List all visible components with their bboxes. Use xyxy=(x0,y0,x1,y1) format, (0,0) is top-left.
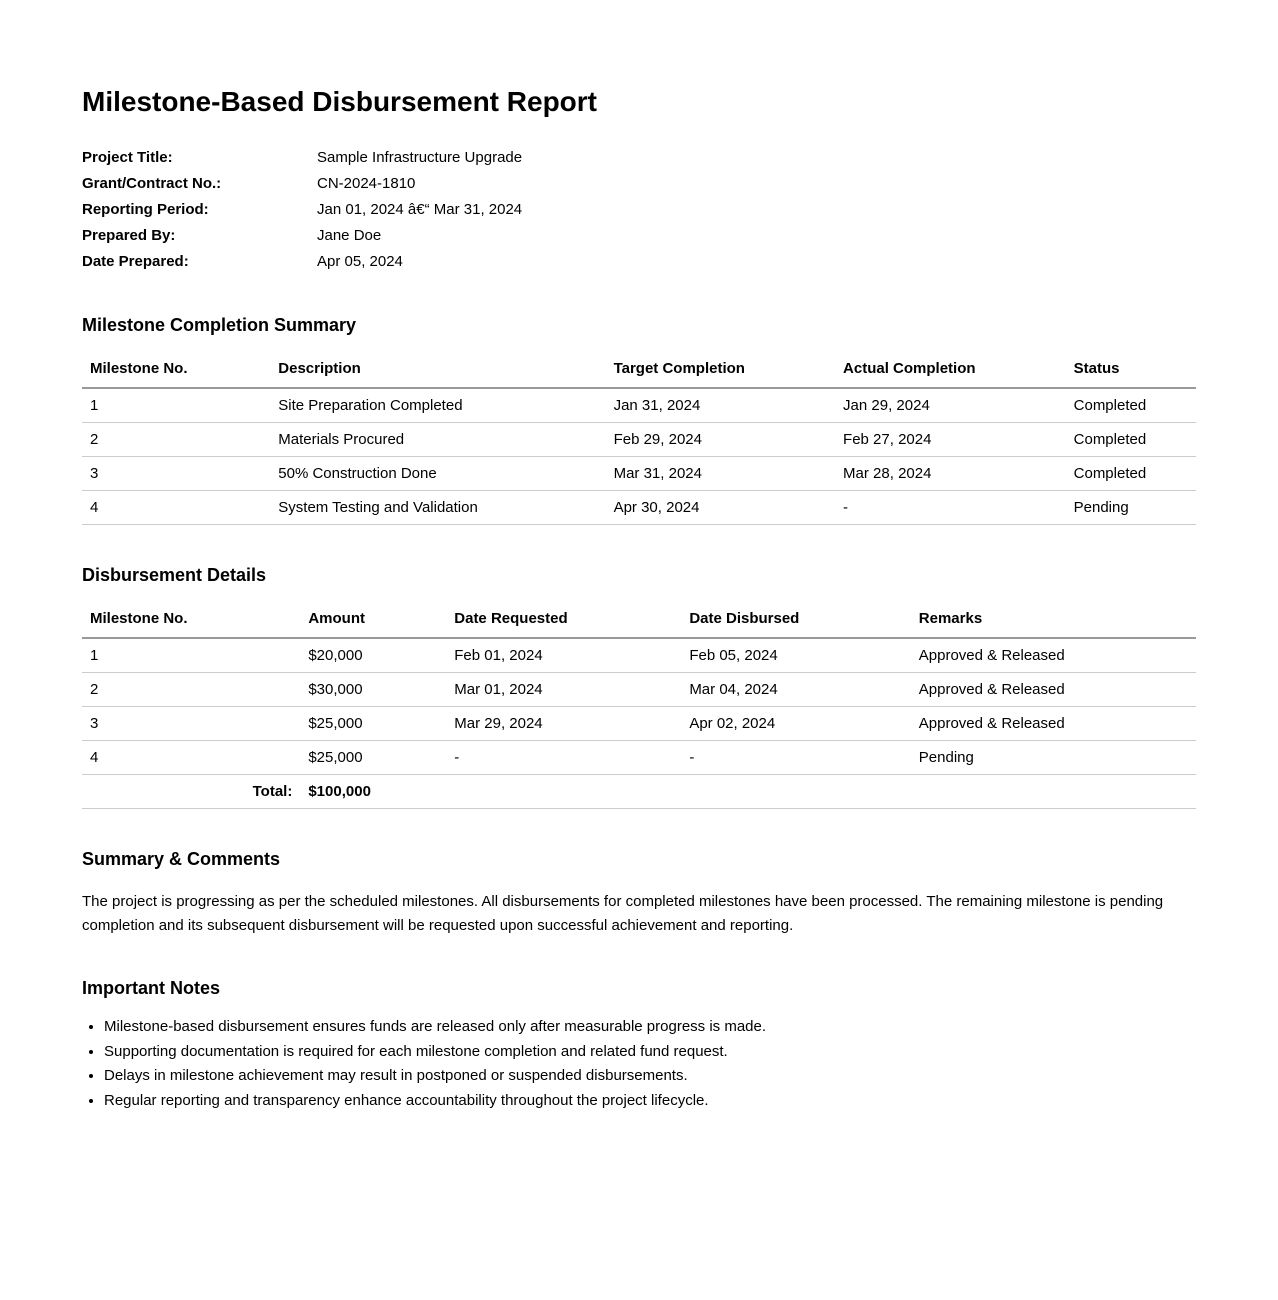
metadata-row xyxy=(82,223,1196,249)
milestone-summary-table xyxy=(82,352,1196,525)
table-cell: Approved & Released xyxy=(911,673,1196,707)
metadata-value: Jan 01, 2024 â€“ Mar 31, 2024 xyxy=(317,201,523,219)
column-header: Milestone No. xyxy=(82,352,270,388)
table-cell: 3 xyxy=(82,707,300,741)
table-cell: Mar 28, 2024 xyxy=(835,457,1066,491)
table-cell xyxy=(446,775,681,809)
table-row xyxy=(82,638,1196,673)
table-cell: Mar 04, 2024 xyxy=(681,673,910,707)
table-cell: 3 xyxy=(82,457,270,491)
table-cell: Materials Procured xyxy=(270,423,605,457)
table-cell: Pending xyxy=(911,741,1196,775)
table-row xyxy=(82,707,1196,741)
section-heading-summary-comments: Summary & Comments xyxy=(82,849,281,870)
column-header: Date Requested xyxy=(446,602,681,638)
table-cell: Apr 02, 2024 xyxy=(681,707,910,741)
metadata-label: Date Prepared: xyxy=(82,253,189,271)
table-cell: $30,000 xyxy=(300,673,446,707)
table-cell: 50% Construction Done xyxy=(270,457,605,491)
table-cell: Completed xyxy=(1066,388,1196,423)
total-row xyxy=(82,775,1196,809)
metadata-value: Apr 05, 2024 xyxy=(317,253,403,271)
table-cell xyxy=(681,775,910,809)
table-cell: Approved & Released xyxy=(911,638,1196,673)
table-cell: Feb 01, 2024 xyxy=(446,638,681,673)
table-cell: System Testing and Validation xyxy=(270,491,605,525)
table-row xyxy=(82,491,1196,525)
page-title: Milestone-Based Disbursement Report xyxy=(82,86,597,117)
table-cell: 1 xyxy=(82,638,300,673)
disbursement-details-table xyxy=(82,602,1196,809)
metadata-label: Prepared By: xyxy=(82,227,176,245)
table-row xyxy=(82,423,1196,457)
table-cell xyxy=(911,775,1196,809)
metadata-value: Sample Infrastructure Upgrade xyxy=(317,149,523,167)
table-cell: Feb 27, 2024 xyxy=(835,423,1066,457)
section-heading-important-notes: Important Notes xyxy=(82,978,221,999)
column-header: Amount xyxy=(300,602,446,638)
table-row xyxy=(82,673,1196,707)
column-header: Status xyxy=(1066,352,1196,388)
table-cell: Mar 31, 2024 xyxy=(606,457,835,491)
table-cell: - xyxy=(446,741,681,775)
notes-list xyxy=(82,1015,1196,1113)
metadata-row xyxy=(82,171,1196,197)
table-cell: Mar 01, 2024 xyxy=(446,673,681,707)
summary-paragraph: The project is progressing as per the scheduled milestones. All disbursements for completed milestones have been processed. The remaining milestone is pending completion and its subsequent disbursement will be requested upon successful achievement and reporting. xyxy=(82,893,1164,935)
table-cell: Jan 31, 2024 xyxy=(606,388,835,423)
metadata-section xyxy=(82,145,1196,275)
table-cell: Pending xyxy=(1066,491,1196,525)
note-item: • Milestone-based disbursement ensures funds are released only after measurable progress is made. xyxy=(104,1015,1196,1040)
note-item: • Supporting documentation is required for each milestone completion and related fund request. xyxy=(104,1040,1196,1065)
total-label: Total: xyxy=(82,775,300,809)
metadata-row xyxy=(82,197,1196,223)
note-item: • Regular reporting and transparency enhance accountability throughout the project lifecycle. xyxy=(104,1089,1196,1114)
table-cell: 1 xyxy=(82,388,270,423)
metadata-value: Jane Doe xyxy=(317,227,382,245)
table-cell: 2 xyxy=(82,673,300,707)
table-cell: - xyxy=(681,741,910,775)
column-header: Date Disbursed xyxy=(681,602,910,638)
table-cell: Apr 30, 2024 xyxy=(606,491,835,525)
metadata-label: Reporting Period: xyxy=(82,201,209,219)
table-row xyxy=(82,741,1196,775)
table-cell: Completed xyxy=(1066,423,1196,457)
table-cell: - xyxy=(835,491,1066,525)
section-heading-milestone-summary: Milestone Completion Summary xyxy=(82,315,357,336)
column-header: Description xyxy=(270,352,605,388)
table-cell: $25,000 xyxy=(300,707,446,741)
column-header: Milestone No. xyxy=(82,602,300,638)
metadata-row xyxy=(82,145,1196,171)
metadata-value: CN-2024-1810 xyxy=(317,175,416,193)
table-cell: Jan 29, 2024 xyxy=(835,388,1066,423)
table-cell: 2 xyxy=(82,423,270,457)
metadata-row xyxy=(82,249,1196,275)
table-cell: Site Preparation Completed xyxy=(270,388,605,423)
total-value: $100,000 xyxy=(300,775,446,809)
table-cell: $20,000 xyxy=(300,638,446,673)
note-item: • Delays in milestone achievement may result in postponed or suspended disbursements. xyxy=(104,1064,1196,1089)
table-cell: Mar 29, 2024 xyxy=(446,707,681,741)
table-cell: Feb 29, 2024 xyxy=(606,423,835,457)
table-cell: Approved & Released xyxy=(911,707,1196,741)
metadata-label: Grant/Contract No.: xyxy=(82,175,222,193)
table-row xyxy=(82,388,1196,423)
table-cell: 4 xyxy=(82,491,270,525)
column-header: Remarks xyxy=(911,602,1196,638)
table-row xyxy=(82,457,1196,491)
metadata-label: Project Title: xyxy=(82,149,173,167)
column-header: Target Completion xyxy=(606,352,835,388)
table-cell: Feb 05, 2024 xyxy=(681,638,910,673)
table-cell: $25,000 xyxy=(300,741,446,775)
column-header: Actual Completion xyxy=(835,352,1066,388)
table-header-row xyxy=(82,602,1196,638)
table-header-row xyxy=(82,352,1196,388)
table-cell: Completed xyxy=(1066,457,1196,491)
table-cell: 4 xyxy=(82,741,300,775)
section-heading-disbursement-details: Disbursement Details xyxy=(82,565,267,586)
